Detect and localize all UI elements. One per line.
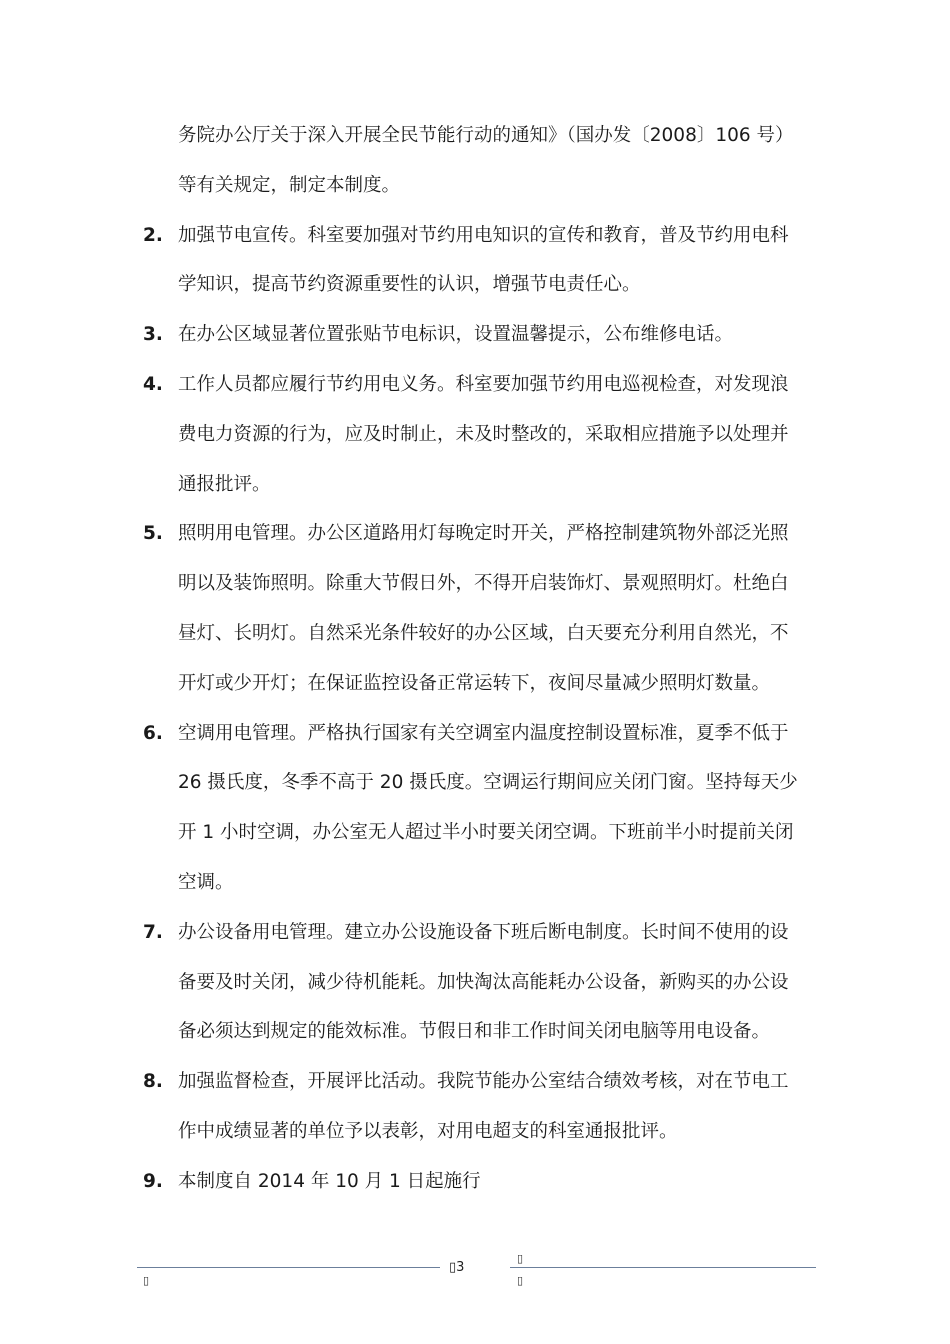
item-number: 7. (143, 921, 163, 943)
text-line: 学知识，提高节约资源重要性的认识，增强节电责任心。 (178, 274, 641, 296)
text-line: 备必须达到规定的能效标准。节假日和非工作时间关闭电脑等用电设备。 (178, 1021, 771, 1043)
text-line: 开 1 小时空调，办公室无人超过半小时要关闭空调。下班前半小时提前关闭 (178, 822, 794, 844)
text-line: 昼灯、长明灯。自然采光条件较好的办公区域，白天要充分利用自然光，不 (178, 623, 789, 644)
footer-marker: ▯ (143, 1274, 150, 1287)
item-number: 4. (143, 374, 163, 395)
text-line: 26 摄氏度，冬季不高于 20 摄氏度。空调运行期间应关闭门窗。坚持每天少 (178, 772, 798, 794)
text-line: 空调。 (178, 872, 234, 893)
item-number: 6. (143, 722, 163, 744)
footer-rule-right (510, 1267, 816, 1268)
text-line: 空调用电管理。严格执行国家有关空调室内温度控制设置标准，夏季不低于 (178, 722, 789, 744)
item-number: 2. (143, 224, 163, 246)
footer-rule-left (137, 1267, 440, 1268)
text-line: 费电力资源的行为，应及时制止，未及时整改的，采取相应措施予以处理并 (178, 423, 789, 445)
item-number: 8. (143, 1071, 163, 1093)
item-number: 3. (143, 324, 163, 346)
text-line: 办公设备用电管理。建立办公设施设备下班后断电制度。长时间不使用的设 (178, 921, 789, 943)
text-line: 加强监督检查，开展评比活动。我院节能办公室结合绩效考核，对在节电工 (178, 1071, 789, 1093)
footer-marker: ▯ (517, 1252, 524, 1265)
page-number (449, 1260, 464, 1276)
text-line: 加强节电宣传。科室要加强对节约用电知识的宣传和教育，普及节约用电科 (178, 224, 789, 246)
text-line: 本制度自 2014 年 10 月 1 日起施行 (178, 1170, 481, 1192)
text-line: 工作人员都应履行节约用电义务。科室要加强节约用电巡视检查，对发现浪 (178, 374, 789, 395)
text-line: 照明用电管理。办公区道路用灯每晚定时开关，严格控制建筑物外部泛光照 (178, 523, 789, 545)
text-line: 作中成绩显著的单位予以表彰，对用电超支的科室通报批评。 (178, 1121, 678, 1142)
text-line: 务院办公厅关于深入开展全民节能行动的通知》（国办发〔2008〕106 号） (178, 125, 794, 146)
page-number-value: 3 (456, 1260, 465, 1275)
footer-marker: ▯ (517, 1274, 524, 1287)
text-line: 等有关规定，制定本制度。 (178, 174, 401, 196)
footer-marker: ▯ (449, 1260, 457, 1275)
text-line: 在办公区域显著位置张贴节电标识，设置温馨提示，公布维修电话。 (178, 324, 734, 346)
text-line: 通报批评。 (178, 473, 271, 495)
text-line: 明以及装饰照明。除重大节假日外，不得开启装饰灯、景观照明灯。杜绝白 (178, 573, 789, 595)
text-line: 备要及时关闭，减少待机能耗。加快淘汰高能耗办公设备，新购买的办公设 (178, 971, 789, 993)
item-number: 9. (143, 1170, 163, 1192)
text-line: 开灯或少开灯；在保证监控设备正常运转下，夜间尽量减少照明灯数量。 (178, 672, 771, 694)
item-number: 5. (143, 523, 163, 545)
